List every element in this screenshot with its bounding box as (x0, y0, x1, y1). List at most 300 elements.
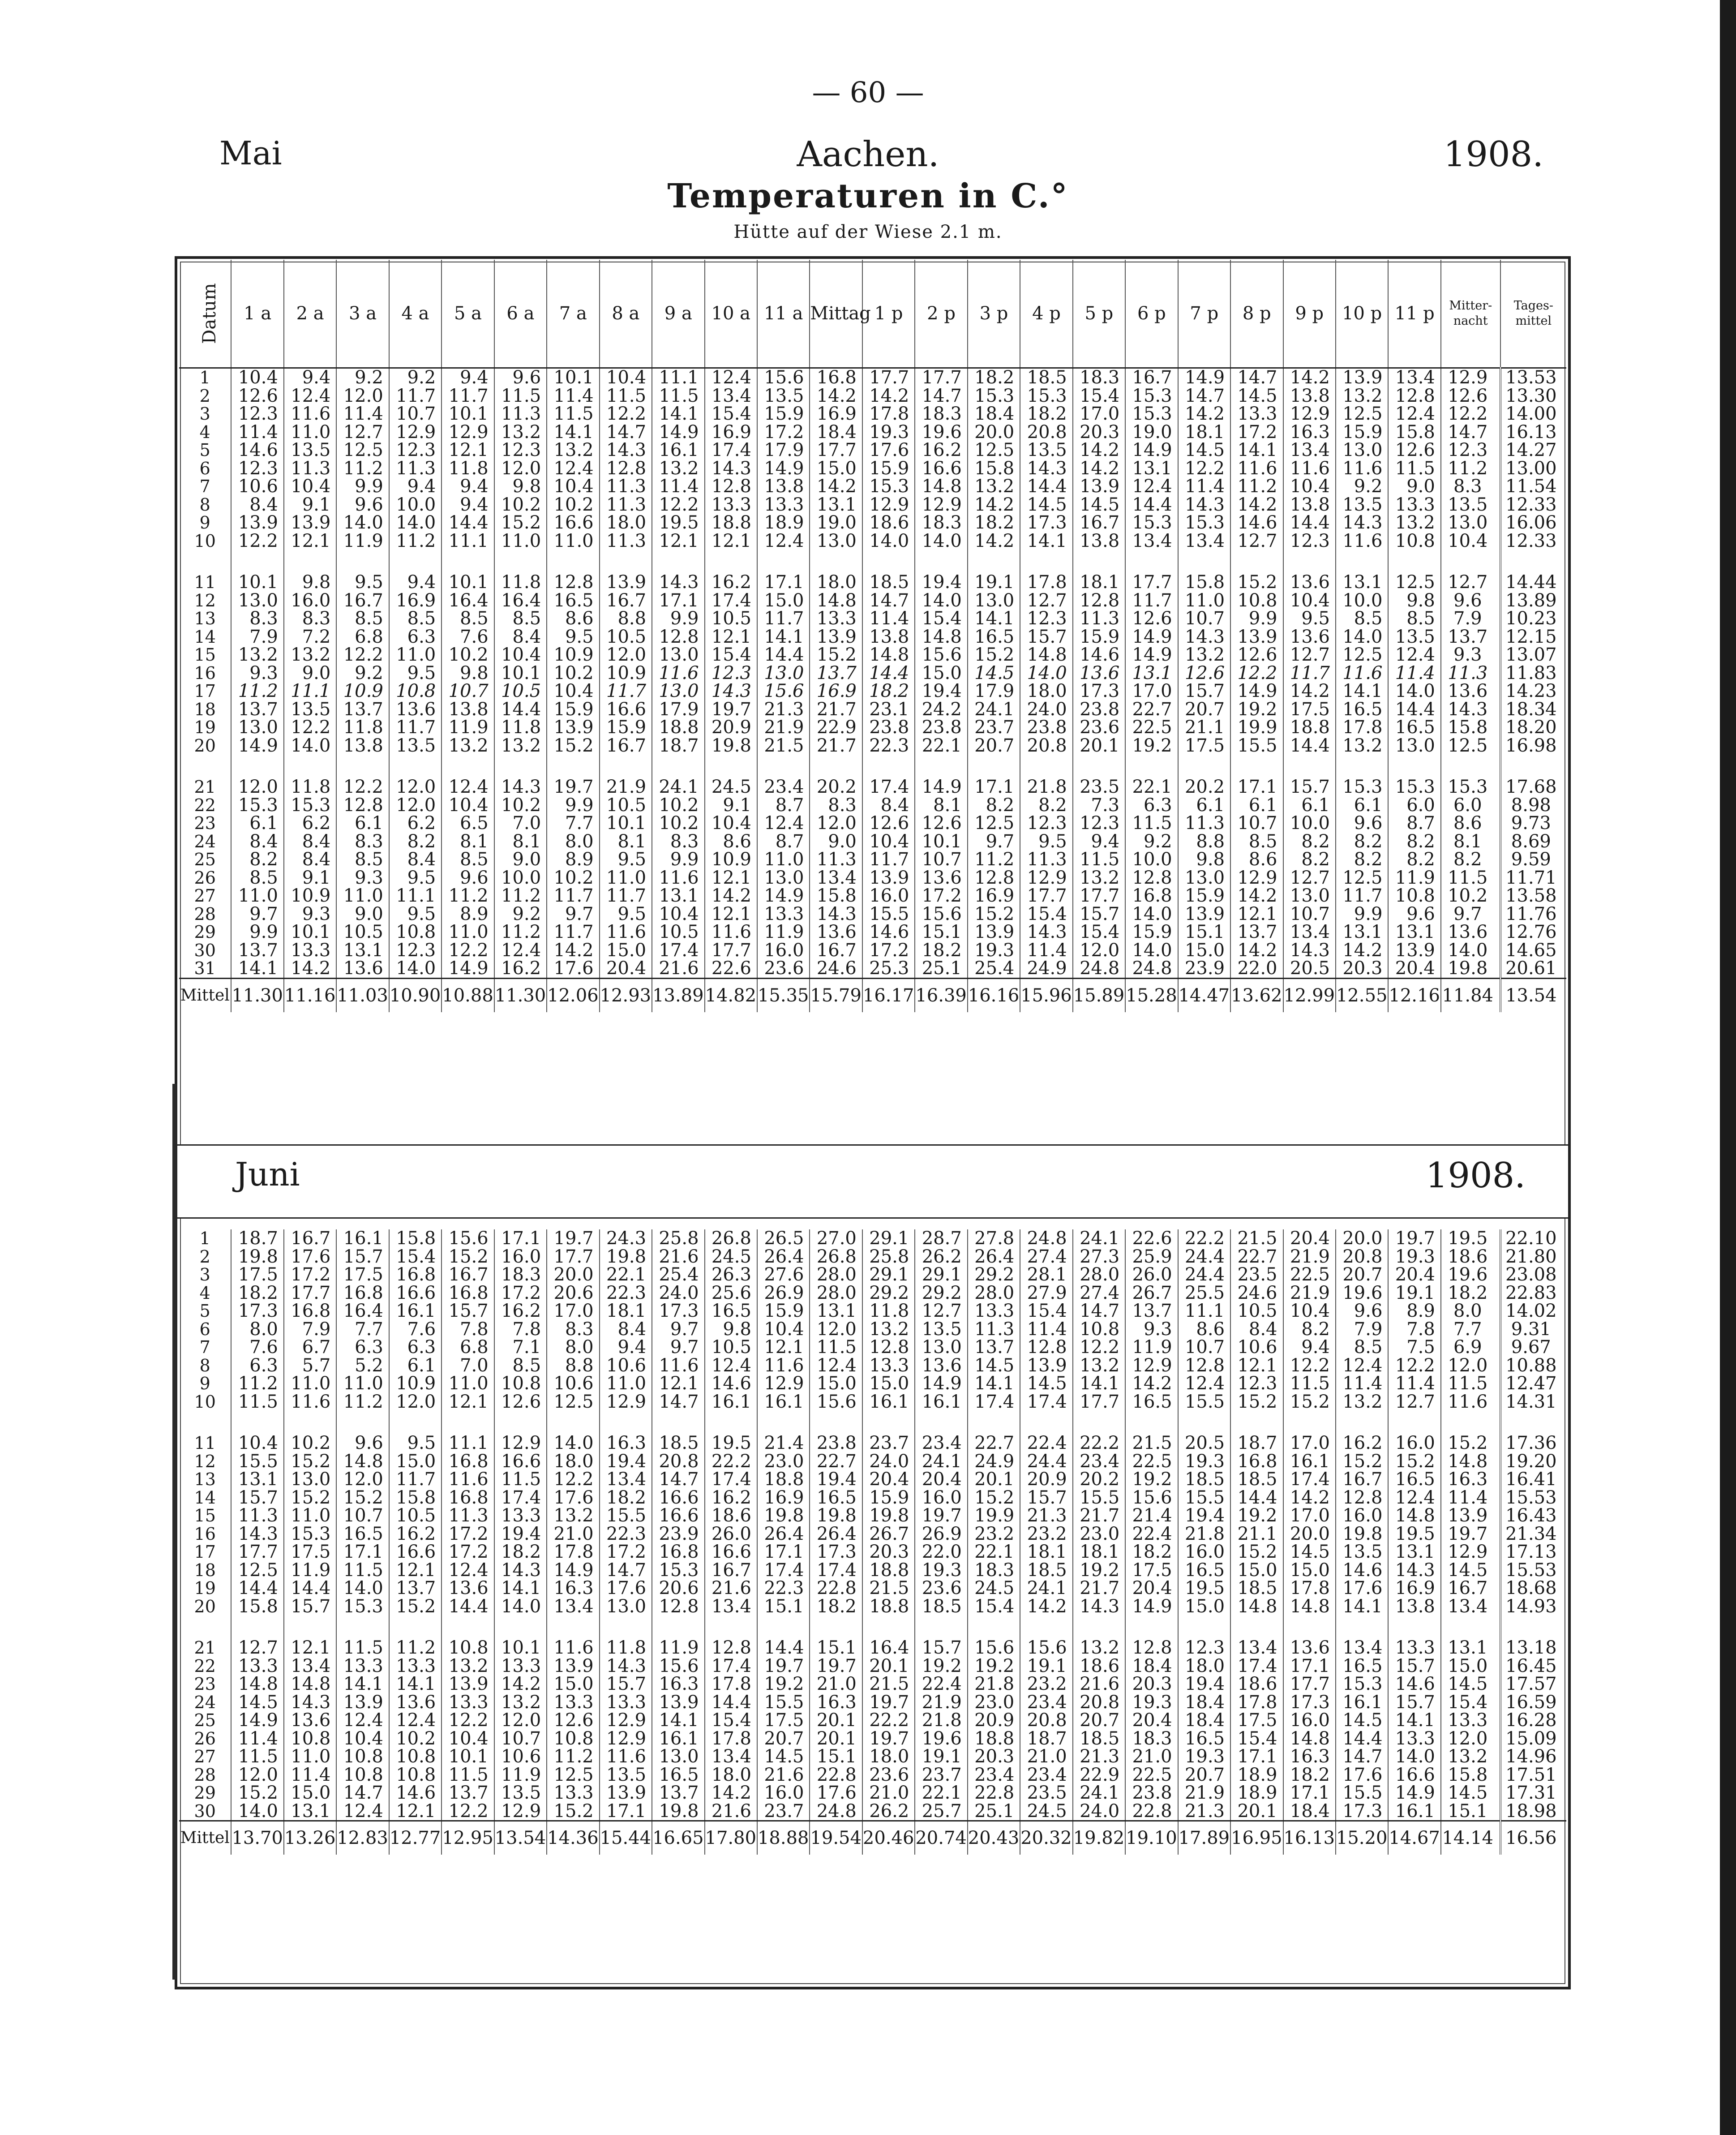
temperature-cell: 8.6 (705, 833, 757, 851)
temperature-cell: 13.5 (284, 441, 336, 460)
temperature-cell: 20.4 (915, 1470, 967, 1489)
temperature-cell: 16.4 (862, 1615, 915, 1657)
temperature-cell: 12.4 (1336, 1357, 1388, 1375)
temperature-cell: 6.1 (1230, 796, 1283, 815)
temperature-cell: 22.10 (1500, 1229, 1566, 1248)
table-row (179, 1338, 1566, 1357)
temperature-cell: 13.8 (1388, 1598, 1440, 1616)
temperature-cell: 11.9 (1125, 1338, 1178, 1357)
temperature-cell: 12.4 (757, 814, 810, 833)
day-cell: 23 (194, 813, 216, 833)
temperature-cell: 14.5 (231, 1693, 283, 1712)
temperature-cell: 14.2 (1020, 1598, 1072, 1616)
temperature-cell: 17.7 (547, 1248, 599, 1266)
temperature-cell: 16.8 (1230, 1452, 1283, 1471)
temperature-cell: 12.1 (652, 1375, 704, 1393)
temperature-cell: 9.4 (1283, 1338, 1336, 1357)
temperature-cell: 9.67 (1500, 1338, 1566, 1357)
temperature-cell: 14.0 (1125, 905, 1178, 924)
day-cell: 11 (194, 1433, 216, 1453)
temperature-cell: 11.4 (1336, 1375, 1388, 1393)
temperature-cell: 24.1 (652, 755, 704, 796)
temperature-cell: 20.3 (1336, 959, 1388, 978)
temperature-cell: 12.33 (1500, 496, 1566, 514)
temperature-cell: 26.3 (705, 1266, 757, 1284)
mean-cell: 12.95 (442, 1821, 494, 1855)
temperature-cell: 20.8 (1073, 1693, 1125, 1712)
temperature-cell: 12.9 (757, 1375, 810, 1393)
temperature-cell: 15.6 (652, 1657, 704, 1675)
temperature-cell: 12.5 (1336, 405, 1388, 423)
temperature-cell: 14.6 (1388, 1675, 1440, 1693)
temperature-cell: 11.9 (652, 1615, 704, 1657)
temperature-cell: 20.4 (1388, 959, 1440, 978)
temperature-cell: 11.2 (547, 1748, 599, 1766)
temperature-cell: 9.9 (231, 923, 283, 941)
temperature-cell: 28.7 (915, 1229, 967, 1248)
temperature-cell: 20.8 (1020, 423, 1072, 442)
temperature-cell: 17.9 (757, 441, 810, 460)
temperature-cell: 19.3 (1125, 1693, 1178, 1712)
temperature-cell: 14.3 (1441, 700, 1500, 719)
temperature-cell: 11.0 (336, 1375, 389, 1393)
temperature-cell: 11.3 (600, 532, 652, 550)
temperature-cell: 13.6 (1441, 682, 1500, 700)
temperature-cell: 15.2 (389, 1598, 442, 1616)
temperature-cell: 7.6 (231, 1338, 283, 1357)
temperature-cell: 13.0 (915, 1338, 967, 1357)
temperature-cell: 13.6 (1283, 628, 1336, 646)
temperature-cell: 17.6 (810, 1784, 862, 1802)
temperature-cell: 8.0 (547, 833, 599, 851)
temperature-cell: 14.8 (1441, 1452, 1500, 1471)
temperature-cell: 14.1 (968, 1375, 1020, 1393)
temperature-cell: 11.3 (810, 851, 862, 869)
temperature-cell: 18.2 (231, 1284, 283, 1302)
temperature-cell: 15.1 (1178, 923, 1230, 941)
temperature-cell: 15.2 (1230, 1393, 1283, 1411)
temperature-cell: 11.4 (652, 477, 704, 496)
temperature-cell: 7.2 (284, 628, 336, 646)
temperature-cell: 11.5 (336, 1615, 389, 1657)
table-row (179, 1802, 1566, 1821)
temperature-cell: 8.7 (757, 833, 810, 851)
temperature-cell: 16.1 (915, 1393, 967, 1411)
temperature-cell: 21.9 (915, 1693, 967, 1712)
temperature-cell: 14.5 (1020, 1375, 1072, 1393)
temperature-cell: 14.96 (1500, 1748, 1566, 1766)
temperature-cell: 13.5 (1388, 628, 1440, 646)
temperature-cell: 15.2 (336, 1489, 389, 1507)
temperature-cell: 10.4 (1441, 532, 1500, 550)
temperature-cell: 11.2 (442, 887, 494, 905)
temperature-cell: 13.1 (1336, 923, 1388, 941)
temperature-cell: 14.3 (1178, 628, 1230, 646)
day-cell: 29 (194, 1783, 216, 1803)
temperature-cell: 20.1 (1230, 1802, 1283, 1821)
temperature-cell: 12.4 (1388, 405, 1440, 423)
temperature-cell: 11.3 (600, 496, 652, 514)
temperature-cell: 10.8 (389, 923, 442, 941)
temperature-cell: 8.6 (547, 610, 599, 628)
temperature-cell: 15.7 (336, 1248, 389, 1266)
temperature-cell: 14.0 (494, 1598, 547, 1616)
temperature-cell: 17.5 (1283, 700, 1336, 719)
mean-cell: 14.67 (1388, 1821, 1440, 1855)
temperature-cell: 10.1 (442, 550, 494, 592)
temperature-cell: 11.7 (757, 610, 810, 628)
table-row (179, 1730, 1566, 1748)
column-header-8: 8 a (600, 260, 652, 368)
temperature-cell: 12.0 (600, 646, 652, 664)
temperature-cell: 12.4 (442, 1561, 494, 1580)
temperature-cell: 12.6 (1178, 664, 1230, 683)
temperature-cell: 19.4 (1178, 1507, 1230, 1525)
temperature-cell: 9.2 (494, 905, 547, 924)
temperature-cell: 23.08 (1500, 1266, 1566, 1284)
temperature-cell: 20.8 (1020, 1711, 1072, 1730)
temperature-cell: 16.28 (1500, 1711, 1566, 1730)
temperature-cell: 12.0 (336, 1470, 389, 1489)
temperature-cell: 11.3 (1441, 664, 1500, 683)
temperature-cell: 25.8 (652, 1229, 704, 1248)
temperature-cell: 13.6 (1283, 550, 1336, 592)
temperature-cell: 16.6 (547, 514, 599, 532)
temperature-cell: 18.34 (1500, 700, 1566, 719)
temperature-cell: 9.6 (336, 1411, 389, 1452)
temperature-cell: 16.5 (1178, 1561, 1230, 1580)
temperature-cell: 20.7 (968, 737, 1020, 755)
temperature-cell: 11.7 (862, 851, 915, 869)
temperature-cell: 17.1 (1230, 1748, 1283, 1766)
temperature-cell: 17.57 (1500, 1675, 1566, 1693)
temperature-cell: 13.4 (1336, 1615, 1388, 1657)
temperature-cell: 24.9 (968, 1452, 1020, 1471)
temperature-cell: 13.6 (915, 1357, 967, 1375)
temperature-cell: 21.1 (1230, 1525, 1283, 1543)
temperature-cell: 11.8 (494, 718, 547, 737)
temperature-cell: 17.2 (442, 1525, 494, 1543)
temperature-cell: 14.0 (231, 1802, 283, 1821)
mean-cell: 12.06 (547, 978, 599, 1012)
temperature-cell: 8.6 (1441, 814, 1500, 833)
temperature-cell: 12.9 (1441, 1543, 1500, 1561)
temperature-cell: 14.4 (705, 1693, 757, 1712)
temperature-cell: 9.2 (336, 664, 389, 683)
temperature-cell: 23.6 (862, 1766, 915, 1784)
temperature-cell: 22.9 (810, 718, 862, 737)
temperature-cell: 11.6 (652, 869, 704, 887)
temperature-cell: 20.0 (1336, 1229, 1388, 1248)
temperature-cell: 14.1 (547, 423, 599, 442)
temperature-cell: 16.4 (336, 1302, 389, 1320)
temperature-cell: 13.7 (389, 1579, 442, 1598)
temperature-cell: 11.5 (231, 1748, 283, 1766)
temperature-cell: 8.0 (231, 1320, 283, 1339)
temperature-cell: 23.5 (1020, 1784, 1072, 1802)
temperature-cell: 13.3 (1230, 405, 1283, 423)
temperature-cell: 26.0 (705, 1525, 757, 1543)
temperature-cell: 18.7 (1230, 1411, 1283, 1452)
mean-cell: 11.16 (284, 978, 336, 1012)
temperature-cell: 14.5 (757, 1748, 810, 1766)
temperature-cell: 11.3 (494, 405, 547, 423)
mean-cell: 14.47 (1178, 978, 1230, 1012)
temperature-cell: 9.1 (284, 496, 336, 514)
column-header-25: Tages-mittel (1500, 260, 1566, 368)
temperature-cell: 13.3 (1388, 1730, 1440, 1748)
temperature-cell: 23.4 (915, 1411, 967, 1452)
day-cell: 30 (194, 940, 216, 960)
temperature-cell: 14.5 (1441, 1561, 1500, 1580)
temperature-cell: 21.6 (705, 1802, 757, 1821)
temperature-cell: 22.1 (1125, 755, 1178, 796)
temperature-cell: 27.8 (968, 1229, 1020, 1248)
temperature-cell: 24.6 (1230, 1284, 1283, 1302)
temperature-cell: 15.2 (1283, 1393, 1336, 1411)
temperature-cell: 17.5 (757, 1711, 810, 1730)
mean-cell: 15.79 (810, 978, 862, 1012)
temperature-cell: 8.3 (336, 833, 389, 851)
temperature-cell: 11.7 (1283, 664, 1336, 683)
temperature-cell: 12.6 (547, 1711, 599, 1730)
temperature-cell: 16.9 (968, 887, 1020, 905)
temperature-cell: 14.9 (1125, 441, 1178, 460)
temperature-cell: 9.1 (284, 869, 336, 887)
temperature-cell: 13.5 (284, 700, 336, 719)
temperature-cell: 10.8 (284, 1730, 336, 1748)
temperature-cell: 17.0 (1125, 682, 1178, 700)
day-cell: 11 (194, 572, 216, 592)
temperature-cell: 12.7 (1283, 646, 1336, 664)
temperature-cell: 18.8 (757, 1470, 810, 1489)
temperature-cell: 11.3 (284, 460, 336, 478)
temperature-cell: 10.1 (600, 814, 652, 833)
temperature-cell: 15.0 (1441, 1657, 1500, 1675)
temperature-cell: 11.2 (336, 460, 389, 478)
temperature-cell: 21.4 (757, 1411, 810, 1452)
temperature-cell: 15.0 (862, 1375, 915, 1393)
temperature-cell: 17.31 (1500, 1784, 1566, 1802)
temperature-cell: 24.0 (652, 1284, 704, 1302)
temperature-cell: 13.1 (284, 1802, 336, 1821)
temperature-cell: 18.6 (1441, 1248, 1500, 1266)
temperature-cell: 23.6 (1073, 718, 1125, 737)
temperature-cell: 10.9 (705, 851, 757, 869)
temperature-cell: 18.8 (652, 718, 704, 737)
temperature-cell: 12.0 (494, 460, 547, 478)
temperature-cell: 19.6 (1441, 1266, 1500, 1284)
temperature-cell: 14.2 (968, 496, 1020, 514)
temperature-cell: 11.5 (336, 1561, 389, 1580)
temperature-cell: 6.3 (389, 628, 442, 646)
temperature-cell: 13.2 (1336, 737, 1388, 755)
temperature-cell: 29.1 (862, 1266, 915, 1284)
temperature-cell: 15.6 (757, 682, 810, 700)
temperature-cell: 14.0 (1336, 628, 1388, 646)
temperature-cell: 21.3 (1073, 1748, 1125, 1766)
temperature-cell: 10.0 (1283, 814, 1336, 833)
temperature-cell: 23.7 (915, 1766, 967, 1784)
temperature-cell: 14.0 (389, 959, 442, 978)
temperature-cell: 10.7 (915, 851, 967, 869)
temperature-cell: 14.7 (1441, 423, 1500, 442)
temperature-cell: 13.6 (915, 869, 967, 887)
temperature-cell: 9.7 (547, 905, 599, 924)
temperature-cell: 13.30 (1500, 387, 1566, 405)
temperature-cell: 17.2 (757, 423, 810, 442)
temperature-cell: 17.2 (284, 1266, 336, 1284)
day-cell: 10 (194, 1392, 216, 1412)
temperature-cell: 14.2 (494, 1675, 547, 1693)
mean-cell: 20.74 (915, 1821, 967, 1855)
temperature-cell: 10.8 (336, 1748, 389, 1766)
temperature-cell: 24.1 (968, 700, 1020, 719)
temperature-cell: 10.8 (494, 1375, 547, 1393)
temperature-cell: 14.3 (1178, 496, 1230, 514)
temperature-cell: 7.0 (442, 1357, 494, 1375)
temperature-cell: 16.7 (600, 737, 652, 755)
temperature-cell: 10.0 (389, 496, 442, 514)
temperature-cell: 22.2 (705, 1452, 757, 1471)
temperature-cell: 17.4 (810, 1561, 862, 1580)
document-subtitle: Hütte auf der Wiese 2.1 m. (733, 222, 1003, 242)
column-header-7: 7 a (547, 260, 599, 368)
table-row (179, 550, 1566, 592)
temperature-cell: 16.5 (1178, 1730, 1230, 1748)
table-row (179, 1375, 1566, 1393)
temperature-cell: 21.6 (705, 1579, 757, 1598)
temperature-cell: 28.1 (1020, 1266, 1072, 1284)
temperature-cell: 16.2 (1336, 1411, 1388, 1452)
day-cell: 24 (194, 1692, 216, 1712)
temperature-cell: 24.3 (600, 1229, 652, 1248)
temperature-cell: 9.5 (389, 905, 442, 924)
temperature-cell: 24.6 (810, 959, 862, 978)
temperature-cell: 14.5 (1441, 1784, 1500, 1802)
table-row (179, 1598, 1566, 1616)
temperature-cell: 9.4 (389, 477, 442, 496)
temperature-cell: 14.6 (1230, 514, 1283, 532)
temperature-cell: 13.0 (284, 1470, 336, 1489)
temperature-cell: 19.6 (1336, 1284, 1388, 1302)
temperature-cell: 22.1 (915, 737, 967, 755)
temperature-cell: 9.9 (652, 851, 704, 869)
temperature-cell: 15.2 (547, 737, 599, 755)
temperature-cell: 14.8 (1388, 1507, 1440, 1525)
temperature-cell: 17.7 (862, 368, 915, 387)
table-row (179, 1452, 1566, 1471)
temperature-cell: 23.8 (915, 718, 967, 737)
temperature-cell: 8.2 (1283, 851, 1336, 869)
temperature-cell: 16.5 (547, 592, 599, 610)
temperature-cell: 11.9 (442, 718, 494, 737)
temperature-cell: 8.3 (284, 610, 336, 628)
temperature-cell: 13.0 (600, 1598, 652, 1616)
temperature-cell: 24.4 (1178, 1248, 1230, 1266)
temperature-cell: 6.3 (231, 1357, 283, 1375)
temperature-cell: 14.0 (1125, 941, 1178, 960)
temperature-cell: 11.2 (231, 682, 283, 700)
temperature-cell: 20.6 (652, 1579, 704, 1598)
temperature-cell: 10.7 (1283, 905, 1336, 924)
temperature-cell: 14.5 (1178, 441, 1230, 460)
temperature-cell: 16.6 (600, 700, 652, 719)
temperature-cell: 12.3 (705, 664, 757, 683)
temperature-cell: 19.4 (810, 1470, 862, 1489)
temperature-cell: 14.3 (1388, 1561, 1440, 1580)
temperature-cell: 10.2 (547, 869, 599, 887)
temperature-cell: 15.2 (1230, 550, 1283, 592)
temperature-cell: 17.8 (862, 405, 915, 423)
temperature-cell: 14.3 (1283, 941, 1336, 960)
temperature-cell: 15.9 (547, 700, 599, 719)
temperature-cell: 9.3 (231, 664, 283, 683)
temperature-cell: 22.1 (600, 1266, 652, 1284)
mean-row (179, 978, 1566, 1012)
temperature-cell: 14.4 (757, 646, 810, 664)
day-cell: 16 (194, 663, 216, 683)
mean-cell: 15.89 (1073, 978, 1125, 1012)
temperature-cell: 19.2 (915, 1657, 967, 1675)
table-row (179, 1657, 1566, 1675)
temperature-cell: 16.6 (705, 1543, 757, 1561)
temperature-cell: 15.0 (1230, 1561, 1283, 1580)
temperature-cell: 17.4 (1230, 1657, 1283, 1675)
table-row (179, 610, 1566, 628)
table-header (179, 260, 1566, 368)
temperature-cell: 14.2 (1178, 405, 1230, 423)
temperature-cell: 13.4 (547, 1598, 599, 1616)
temperature-cell: 10.4 (862, 833, 915, 851)
temperature-cell: 15.3 (1178, 514, 1230, 532)
temperature-cell: 23.7 (968, 718, 1020, 737)
temperature-cell: 14.0 (1441, 941, 1500, 960)
temperature-cell: 16.7 (284, 1229, 336, 1248)
temperature-cell: 24.9 (1020, 959, 1072, 978)
temperature-cell: 14.4 (494, 700, 547, 719)
temperature-cell: 22.1 (915, 1784, 967, 1802)
temperature-cell: 11.6 (705, 923, 757, 941)
temperature-cell: 20.0 (1283, 1525, 1336, 1543)
temperature-cell: 16.98 (1500, 737, 1566, 755)
temperature-cell: 21.9 (757, 718, 810, 737)
temperature-cell: 10.7 (389, 405, 442, 423)
temperature-cell: 7.0 (494, 814, 547, 833)
day-cell: 25 (194, 850, 216, 869)
temperature-cell: 10.0 (1125, 851, 1178, 869)
temperature-cell: 12.3 (1230, 1375, 1283, 1393)
temperature-cell: 17.7 (231, 1543, 283, 1561)
temperature-cell: 11.2 (389, 532, 442, 550)
temperature-cell: 23.6 (915, 1579, 967, 1598)
temperature-cell: 11.0 (600, 1375, 652, 1393)
temperature-cell: 22.7 (1125, 700, 1178, 719)
temperature-cell: 10.8 (389, 1748, 442, 1766)
temperature-cell: 13.3 (757, 496, 810, 514)
temperature-cell: 12.1 (1230, 905, 1283, 924)
temperature-cell: 19.1 (968, 550, 1020, 592)
temperature-cell: 14.1 (336, 1675, 389, 1693)
temperature-cell: 8.5 (336, 851, 389, 869)
temperature-cell: 23.8 (1020, 718, 1072, 737)
temperature-cell: 8.1 (1441, 833, 1500, 851)
temperature-cell: 12.8 (652, 1598, 704, 1616)
temperature-cell: 21.3 (757, 700, 810, 719)
temperature-cell: 11.5 (494, 387, 547, 405)
temperature-cell: 8.5 (494, 1357, 547, 1375)
temperature-cell: 11.6 (284, 405, 336, 423)
